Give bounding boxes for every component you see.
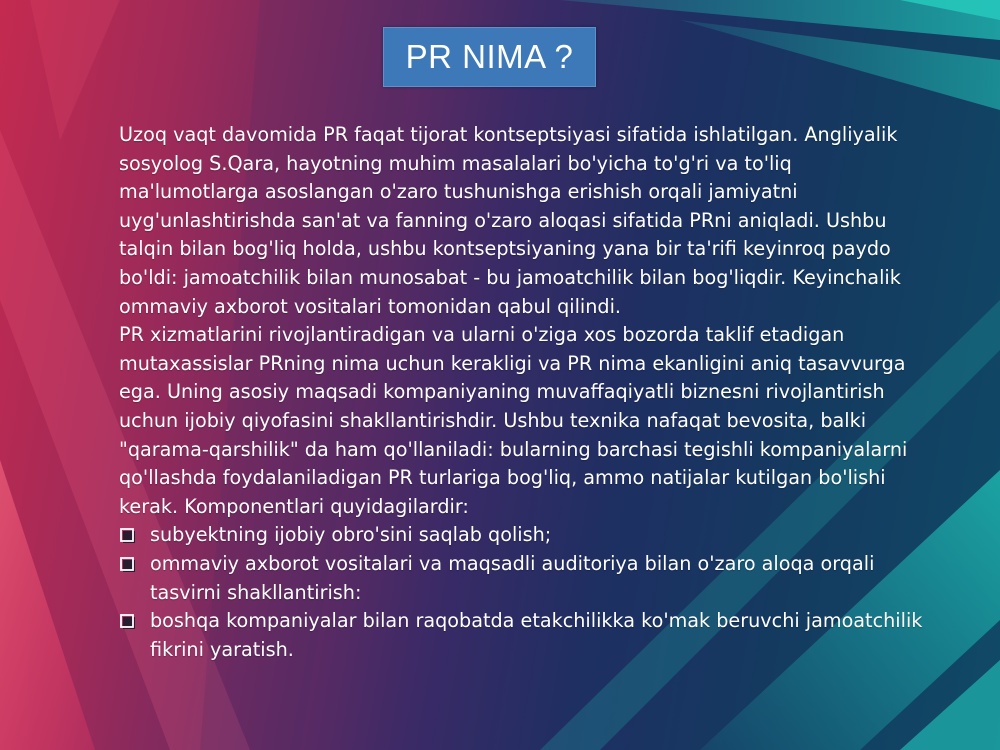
bullet-text: boshqa kompaniyalar bilan raqobatda etakchilikka ko'mak beruvchi jamoatchilik fikrini yaratish. — [150, 609, 923, 661]
list-item — [119, 521, 929, 550]
body-text — [119, 121, 929, 664]
paragraph: Uzoq vaqt davomida PR faqat tijorat kontseptsiyasi sifatida ishlatilgan. Angliyalik sosyolog S.Qara, hayotning muhim masalalari bo'yicha to'g'ri va to'liq ma'lumotlarga asoslangan o'zaro tushunishga erishish orqali jamiyatni uyg'unlashtirishda san'at va fanning o'zaro aloqasi sifatida PRni aniqladi. Ushbu talqin bilan bog'liq holda, ushbu kontseptsiyaning yana bir ta'rifi keyinroq paydo bo'ldi: jamoatchilik bilan munosabat - bu jamoatchilik bilan bog'liqdir. Keyinchalik ommaviy axborot vositalari tomonidan qabul qilindi. — [119, 123, 901, 318]
pink-streak-shape — [30, 0, 120, 140]
title-box — [383, 27, 596, 87]
bullet-list — [119, 521, 929, 664]
slide-title: PR NIMA ? — [405, 38, 574, 75]
paragraph: PR xizmatlarini rivojlantiradigan va ularni o'ziga xos bozorda taklif etadigan mutaxassislar PRning nima uchun kerakligi va PR nima ekanligini aniq tasavvurga ega. Uning asosiy maqsadi kompaniyaning muvaffaqiyatli biznesni rivojlantirish uchun ijobiy qiyofasini shakllantirishdir. Ushbu texnika nafaqat bevosita, balki "qarama-qarshilik" da ham qo'llaniladi: bularning barchasi tegishli kompaniyalarni qo'llashda foydalaniladigan PR turlariga bog'liq, ammo natijalar kutilgan bo'lishi kerak. Komponentlari quyidagilardir: — [119, 323, 908, 518]
checkbox-square-icon — [120, 614, 136, 630]
bullet-text: ommaviy axborot vositalari va maqsadli auditoriya bilan o'zaro aloqa orqali tasvirni shakllantirish: — [150, 551, 875, 604]
list-item — [119, 550, 929, 607]
bullet-text: subyektning ijobiy obro'sini saqlab qolish; — [150, 523, 552, 547]
list-item — [119, 607, 929, 664]
checkbox-square-icon — [120, 557, 136, 573]
checkbox-square-icon — [120, 528, 136, 544]
